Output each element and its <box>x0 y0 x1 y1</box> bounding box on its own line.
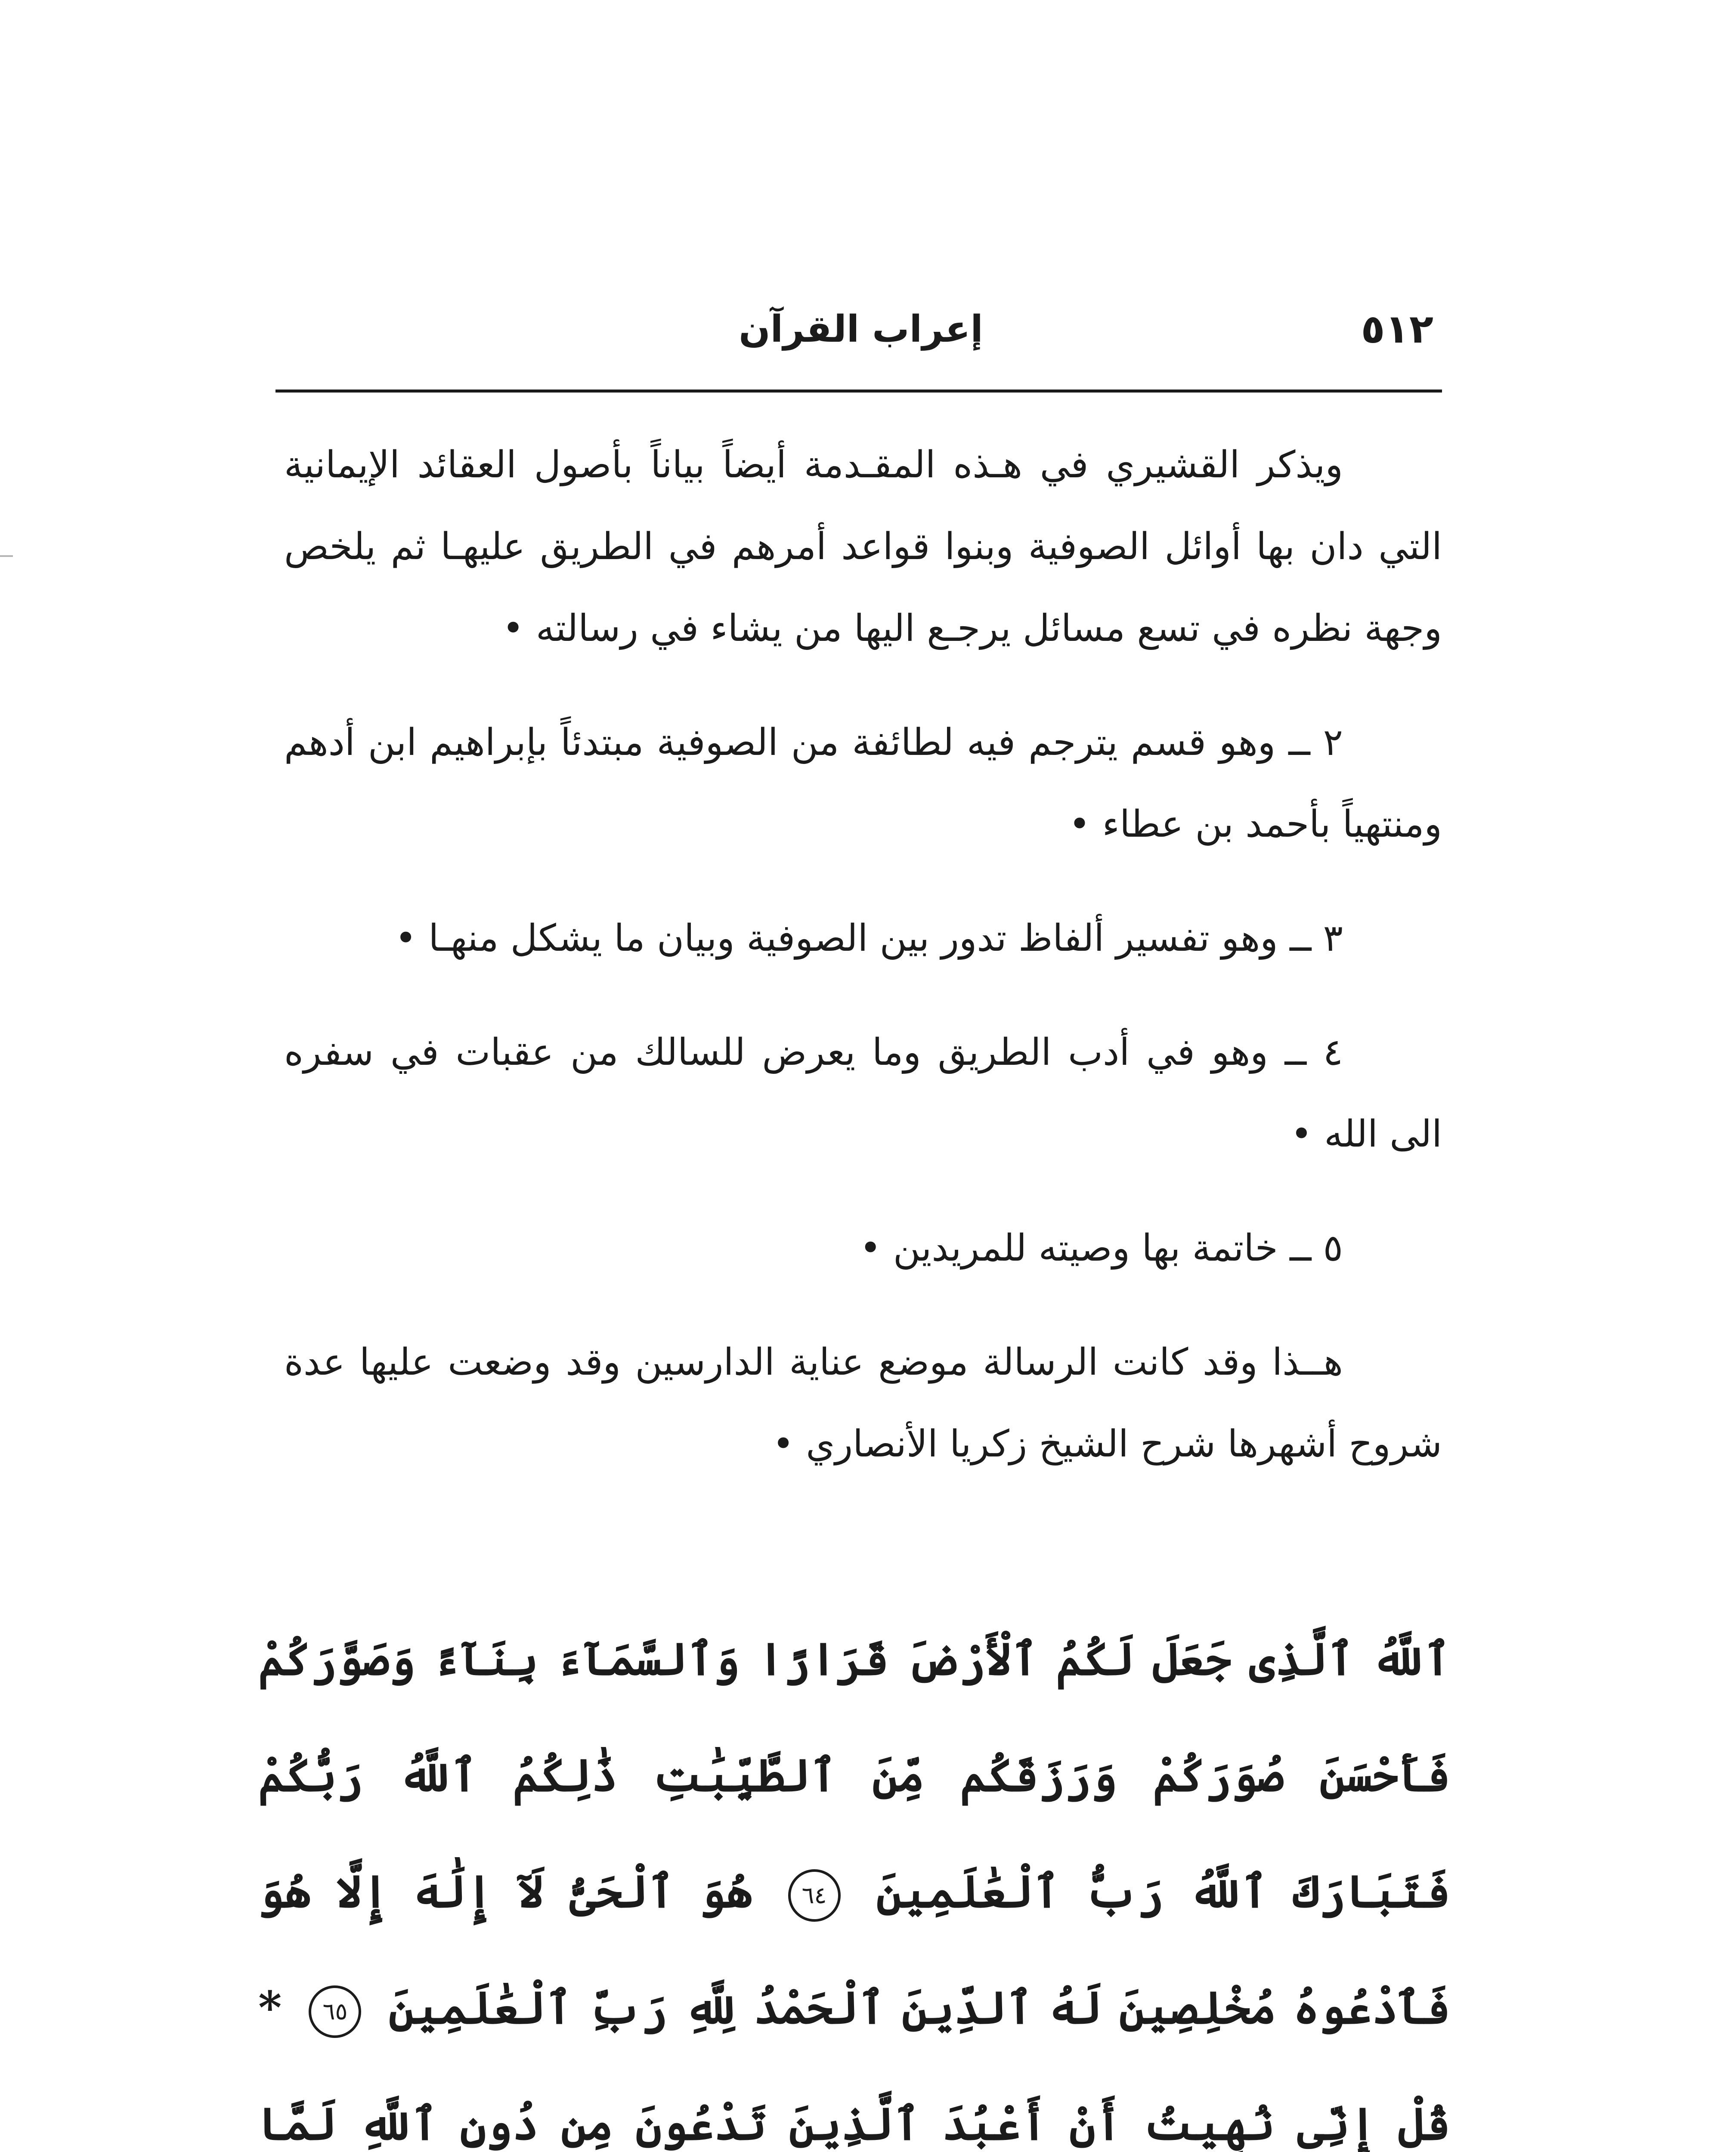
verse-text: هُوَ ٱلْحَىُّ لَآ إِلَٰهَ إِلَّا هُوَ فَٱدْعُوهُ مُخْلِصِينَ لَهُ ٱلدِّينَ ٱلْحَمْدُ لِلَّهِ رَبِّ ٱلْعَٰلَمِينَ <box>258 1865 1451 2034</box>
paragraph: هــذا وقد كانت الرسالة موضع عناية الدارسين وقد وضعت عليها عدة شروح أشهرها شرح الشيخ زكريا الأنصاري • <box>284 1341 1442 1466</box>
paragraph: ٥ ــ خاتمة بها وصيته للمريدين • <box>859 1227 1343 1270</box>
verse-number-marker: ٦٥ <box>309 1985 361 2038</box>
quran-text <box>258 1601 1451 2152</box>
quran-passage <box>258 1601 1451 2152</box>
paragraph: ٤ ــ وهو في أدب الطريق وما يعرض للسالك من عقبات في سفره الى الله • <box>284 1031 1442 1156</box>
paragraph: ٣ ــ وهو تفسير ألفاظ تدور بين الصوفية وبيان ما يشكل منهـا • <box>395 917 1343 960</box>
margin-mark <box>0 555 13 557</box>
paragraph: ٢ ــ وهو قسم يترجم فيه لطائفة من الصوفية مبتدئاً بإبراهيم ابن أدهم ومنتهياً بأحمد بن عطاء • <box>284 721 1442 846</box>
page-number: ٥١٢ <box>1361 306 1433 352</box>
running-title: إعراب القرآن <box>739 308 983 351</box>
body-text <box>284 424 1442 1517</box>
verse-text: * قُلْ إِنِّى نُهِيتُ أَنْ أَعْبُدَ ٱلَّذِينَ تَدْعُونَ مِن دُونِ ٱللَّهِ لَمَّا <box>258 1981 1451 2150</box>
paragraph: ويذكر القشيري في هـذه المقـدمة أيضاً بياناً بأصول العقائد الإيمانية التي دان بها أوائل الصوفية وبنوا قواعد أمرهم في الطريق عليهـا ثم يلخص وجهة نظره في تسع مسائل يرجـع اليها من يشاء في رسالته • <box>284 443 1442 650</box>
verse-number-marker: ٦٤ <box>788 1869 841 1922</box>
verse-text: ٱللَّهُ ٱلَّذِى جَعَلَ لَكُمُ ٱلْأَرْضَ قَرَارًا وَٱلسَّمَآءَ بِنَآءً وَصَوَّرَكُمْ فَأَحْسَنَ صُوَرَكُمْ وَرَزَقَكُم مِّنَ ٱلطَّيِّبَٰتِ ذَٰلِكُمُ ٱللَّهُ رَبُّكُمْ فَتَبَارَكَ ٱللَّهُ رَبُّ ٱلْعَٰلَمِينَ <box>258 1633 1451 1918</box>
header-rule <box>275 390 1442 393</box>
page-header <box>288 297 1433 366</box>
